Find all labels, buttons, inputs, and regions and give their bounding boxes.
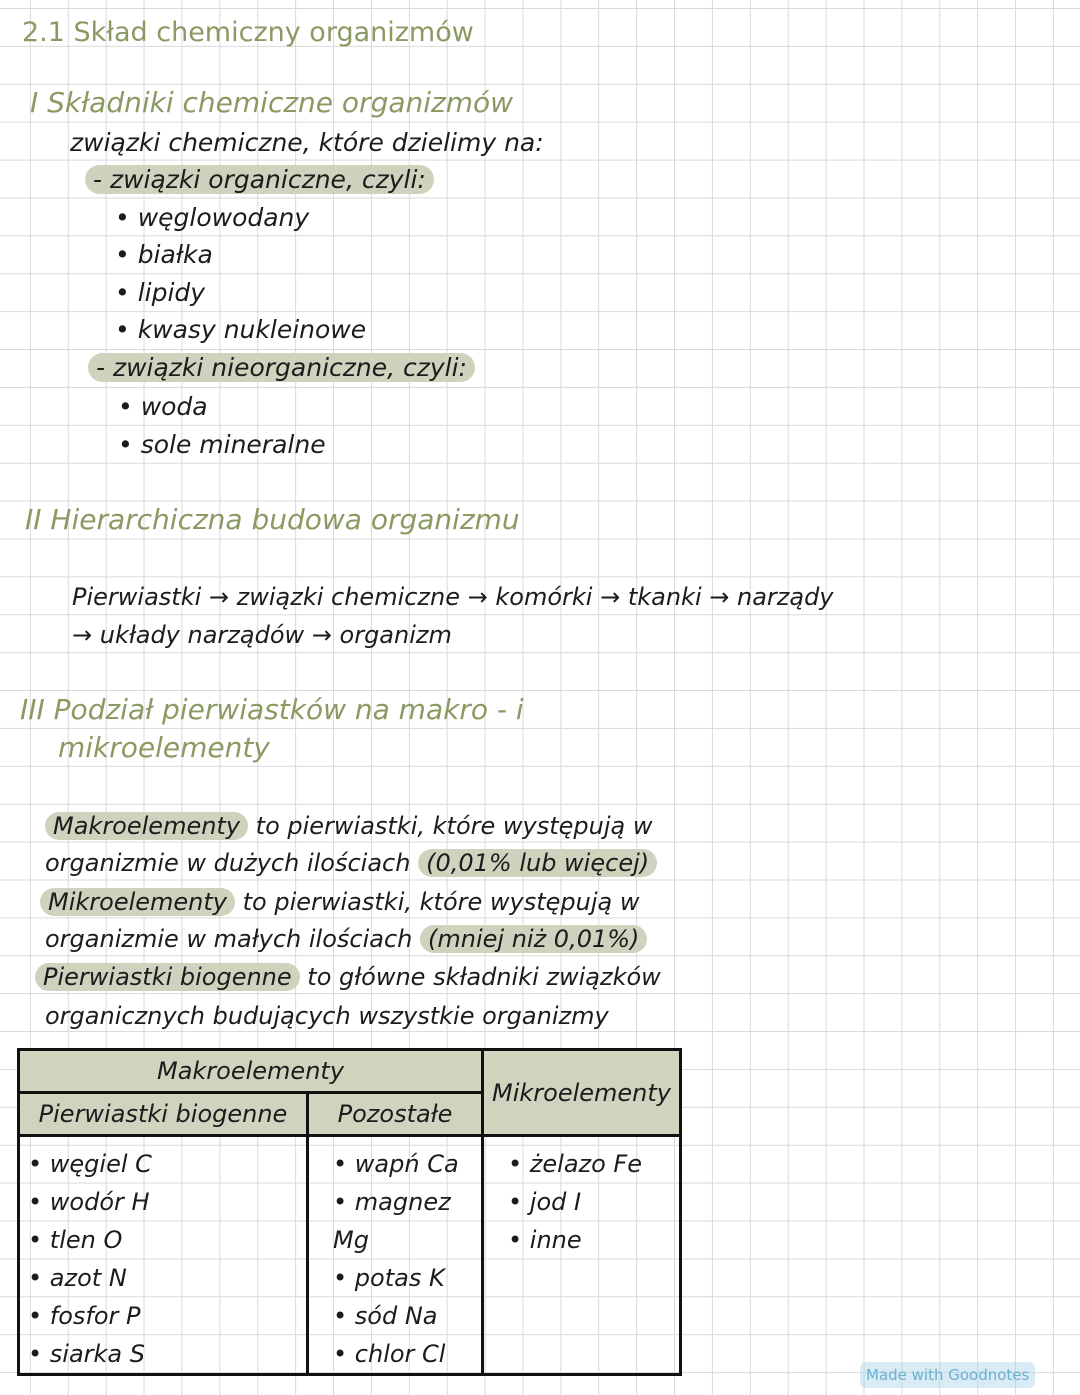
paragraph-line: organicznych budujących wszystkie organizmy bbox=[45, 1002, 609, 1030]
element-item: • chlor Cl bbox=[333, 1340, 446, 1368]
elements-table bbox=[17, 1048, 682, 1376]
term-biogenne: Pierwiastki biogenne bbox=[35, 963, 300, 991]
inorganic-label-row bbox=[88, 353, 475, 383]
inorganic-label: - związki nieorganiczne, czyli: bbox=[88, 353, 475, 382]
inorganic-item: • woda bbox=[118, 392, 208, 421]
percent-highlight: (0,01% lub więcej) bbox=[418, 849, 657, 877]
element-item: • wapń Ca bbox=[333, 1150, 459, 1178]
element-item: • inne bbox=[508, 1226, 582, 1254]
other-header: Pozostałe bbox=[308, 1093, 483, 1136]
section-1-heading: I Składniki chemiczne organizmów bbox=[30, 86, 514, 119]
section-1-intro: związki chemiczne, które dzielimy na: bbox=[70, 128, 544, 157]
biogenic-header: Pierwiastki biogenne bbox=[19, 1093, 308, 1136]
element-item: • sód Na bbox=[333, 1302, 438, 1330]
element-item: • fosfor P bbox=[28, 1302, 141, 1330]
section-3-heading-cont: mikroelementy bbox=[58, 731, 270, 764]
paragraph-text: to główne składniki związków bbox=[299, 963, 661, 991]
hierarchy-line-1: Pierwiastki → związki chemiczne → komórki → tkanki → narządy bbox=[72, 583, 834, 611]
percent-highlight: (mniej niż 0,01%) bbox=[420, 925, 647, 953]
organic-item: • białka bbox=[115, 240, 213, 269]
paragraph-line bbox=[45, 811, 653, 841]
inorganic-item: • sole mineralne bbox=[118, 430, 326, 459]
paragraph-text: organizmie w dużych ilościach bbox=[45, 849, 419, 877]
organic-label-row bbox=[85, 165, 434, 195]
micro-header: Mikroelementy bbox=[483, 1050, 681, 1136]
term-makroelementy: Makroelementy bbox=[45, 812, 248, 840]
term-mikroelementy: Mikroelementy bbox=[40, 888, 235, 916]
organic-label: - związki organiczne, czyli: bbox=[85, 165, 434, 194]
element-item: • węgiel C bbox=[28, 1150, 152, 1178]
paragraph-text: to pierwiastki, które występują w bbox=[235, 888, 640, 916]
element-item: • jod I bbox=[508, 1188, 582, 1216]
paragraph-line bbox=[35, 962, 661, 992]
element-item: • tlen O bbox=[28, 1226, 123, 1254]
element-item: • wodór H bbox=[28, 1188, 150, 1216]
organic-item: • węglowodany bbox=[115, 203, 310, 232]
macro-header: Makroelementy bbox=[19, 1050, 483, 1093]
section-3-heading: III Podział pierwiastków na makro - i bbox=[20, 693, 524, 726]
paragraph-line bbox=[45, 848, 657, 878]
element-item: • siarka S bbox=[28, 1340, 145, 1368]
micro-list bbox=[483, 1136, 681, 1375]
biogenic-list bbox=[19, 1136, 308, 1375]
paragraph-line bbox=[40, 887, 639, 917]
paragraph-text: organizmie w małych ilościach bbox=[45, 925, 421, 953]
goodnotes-watermark: Made with Goodnotes bbox=[860, 1362, 1035, 1388]
element-item: • magnez Mg bbox=[333, 1188, 451, 1254]
hierarchy-line-2: → układy narządów → organizm bbox=[72, 621, 452, 649]
organic-item: • kwasy nukleinowe bbox=[115, 315, 367, 344]
element-item: • potas K bbox=[333, 1264, 445, 1292]
organic-item: • lipidy bbox=[115, 278, 206, 307]
section-2-heading: II Hierarchiczna budowa organizmu bbox=[25, 503, 520, 536]
other-list bbox=[308, 1136, 483, 1375]
element-item: • żelazo Fe bbox=[508, 1150, 643, 1178]
paragraph-text: to pierwiastki, które występują w bbox=[248, 812, 653, 840]
page-title: 2.1 Skład chemiczny organizmów bbox=[22, 17, 474, 48]
element-item: • azot N bbox=[28, 1264, 127, 1292]
paragraph-line bbox=[45, 924, 647, 954]
